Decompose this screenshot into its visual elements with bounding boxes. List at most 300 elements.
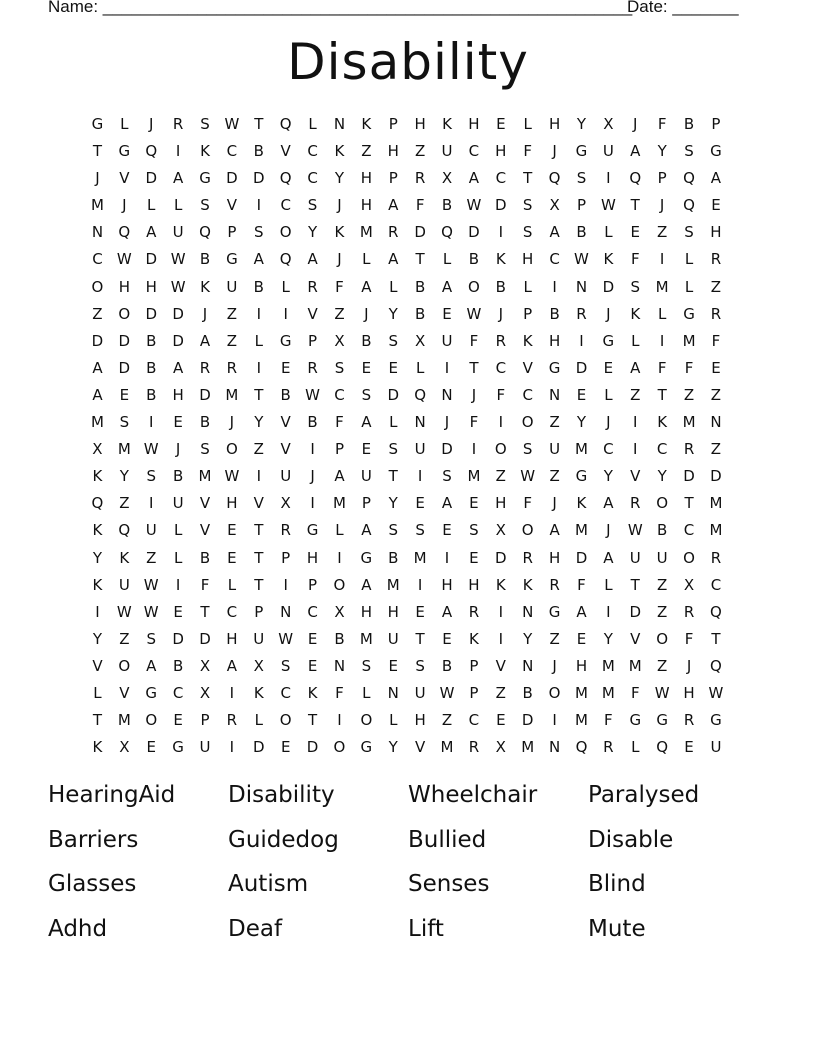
grid-cell[interactable]: R: [307, 358, 318, 377]
grid-cell[interactable]: J: [552, 142, 557, 161]
grid-cell[interactable]: S: [280, 656, 291, 675]
grid-cell[interactable]: R: [388, 223, 399, 242]
grid-cell[interactable]: Z: [361, 142, 372, 161]
grid-cell[interactable]: U: [414, 683, 426, 702]
grid-cell[interactable]: A: [388, 196, 399, 215]
grid-cell[interactable]: W: [143, 575, 159, 594]
grid-cell[interactable]: O: [279, 711, 292, 730]
grid-cell[interactable]: D: [145, 250, 157, 269]
grid-cell[interactable]: F: [657, 115, 667, 133]
grid-cell[interactable]: T: [388, 467, 398, 486]
grid-cell[interactable]: U: [629, 548, 641, 567]
grid-cell[interactable]: J: [686, 656, 692, 675]
grid-cell[interactable]: U: [387, 629, 399, 648]
grid-cell[interactable]: Z: [119, 494, 130, 513]
grid-cell[interactable]: K: [119, 548, 130, 567]
grid-cell[interactable]: H: [360, 169, 372, 188]
grid-cell[interactable]: E: [442, 521, 452, 540]
grid-cell[interactable]: L: [173, 548, 183, 567]
grid-cell[interactable]: C: [307, 169, 318, 188]
grid-cell[interactable]: V: [415, 738, 426, 757]
grid-cell[interactable]: H: [710, 223, 722, 242]
grid-cell[interactable]: J: [659, 196, 665, 215]
grid-cell[interactable]: A: [468, 169, 480, 188]
grid-cell[interactable]: T: [254, 115, 264, 133]
grid-cell[interactable]: I: [229, 683, 235, 702]
grid-cell[interactable]: M: [575, 440, 588, 459]
grid-cell[interactable]: P: [308, 575, 318, 594]
grid-cell[interactable]: E: [630, 223, 640, 242]
grid-cell[interactable]: M: [521, 738, 535, 757]
grid-cell[interactable]: G: [360, 738, 373, 757]
grid-cell[interactable]: V: [119, 683, 130, 702]
grid-cell[interactable]: S: [119, 413, 130, 432]
grid-cell[interactable]: Q: [199, 223, 211, 242]
grid-cell[interactable]: E: [280, 358, 291, 377]
grid-cell[interactable]: I: [498, 223, 504, 242]
grid-cell[interactable]: W: [143, 602, 159, 621]
grid-cell[interactable]: E: [711, 358, 721, 377]
grid-cell[interactable]: D: [172, 629, 184, 648]
grid-cell[interactable]: L: [389, 711, 398, 730]
grid-cell[interactable]: N: [333, 115, 346, 133]
grid-cell[interactable]: J: [606, 304, 611, 323]
grid-cell[interactable]: R: [307, 277, 318, 296]
grid-cell[interactable]: C: [683, 521, 695, 540]
grid-cell[interactable]: I: [283, 304, 288, 323]
grid-cell[interactable]: Z: [549, 413, 560, 432]
grid-cell[interactable]: S: [146, 629, 156, 648]
grid-cell[interactable]: M: [440, 738, 454, 757]
grid-cell[interactable]: K: [576, 494, 587, 513]
grid-cell[interactable]: L: [173, 521, 183, 540]
grid-cell[interactable]: B: [199, 250, 211, 269]
grid-cell[interactable]: W: [305, 385, 320, 404]
grid-cell[interactable]: B: [253, 277, 264, 296]
grid-cell[interactable]: Z: [119, 629, 130, 648]
grid-cell[interactable]: B: [522, 683, 533, 702]
grid-cell[interactable]: V: [307, 304, 318, 323]
grid-cell[interactable]: A: [576, 602, 587, 621]
grid-cell[interactable]: I: [498, 629, 504, 648]
grid-cell[interactable]: M: [90, 196, 104, 215]
grid-cell[interactable]: T: [711, 629, 721, 648]
grid-cell[interactable]: B: [334, 629, 345, 648]
grid-cell[interactable]: K: [92, 521, 103, 540]
grid-cell[interactable]: V: [199, 494, 211, 513]
grid-cell[interactable]: I: [606, 169, 611, 188]
grid-cell[interactable]: V: [253, 494, 264, 513]
grid-cell[interactable]: L: [442, 250, 452, 269]
grid-cell[interactable]: Q: [118, 223, 131, 242]
grid-cell[interactable]: S: [522, 440, 533, 459]
grid-cell[interactable]: N: [333, 656, 346, 675]
grid-cell[interactable]: W: [143, 440, 159, 459]
grid-cell[interactable]: Z: [710, 440, 722, 459]
name-field-label[interactable]: Name: ________________________________________________________: [48, 0, 633, 16]
grid-cell[interactable]: Z: [657, 575, 668, 594]
grid-cell[interactable]: C: [495, 169, 507, 188]
grid-cell[interactable]: W: [116, 250, 132, 269]
grid-cell[interactable]: A: [710, 169, 722, 188]
grid-cell[interactable]: I: [633, 440, 638, 459]
grid-cell[interactable]: M: [117, 440, 131, 459]
grid-cell[interactable]: S: [254, 223, 264, 242]
grid-cell[interactable]: T: [254, 548, 264, 567]
grid-cell[interactable]: V: [280, 413, 291, 432]
grid-cell[interactable]: M: [90, 413, 104, 432]
grid-cell[interactable]: L: [227, 575, 237, 594]
grid-cell[interactable]: D: [145, 304, 157, 323]
grid-cell[interactable]: G: [683, 304, 695, 323]
grid-cell[interactable]: T: [657, 385, 667, 404]
grid-cell[interactable]: X: [549, 196, 560, 215]
grid-cell[interactable]: G: [548, 358, 561, 377]
grid-cell[interactable]: G: [306, 521, 319, 540]
grid-cell[interactable]: F: [200, 575, 210, 594]
grid-cell[interactable]: K: [361, 115, 372, 133]
grid-cell[interactable]: E: [442, 629, 452, 648]
grid-cell[interactable]: I: [149, 413, 154, 432]
grid-cell[interactable]: B: [172, 467, 184, 486]
grid-cell[interactable]: K: [334, 142, 345, 161]
grid-cell[interactable]: J: [95, 169, 100, 188]
grid-cell[interactable]: H: [441, 575, 453, 594]
grid-cell[interactable]: K: [495, 575, 506, 594]
grid-cell[interactable]: R: [522, 548, 533, 567]
grid-cell[interactable]: R: [172, 115, 184, 133]
grid-cell[interactable]: H: [118, 277, 130, 296]
grid-cell[interactable]: C: [710, 575, 722, 594]
grid-cell[interactable]: Y: [388, 304, 398, 323]
grid-cell[interactable]: I: [552, 711, 557, 730]
grid-cell[interactable]: V: [630, 467, 641, 486]
grid-cell[interactable]: G: [91, 115, 104, 133]
grid-cell[interactable]: N: [548, 385, 561, 404]
grid-cell[interactable]: Q: [656, 738, 669, 757]
grid-cell[interactable]: A: [441, 277, 453, 296]
grid-cell[interactable]: D: [575, 358, 588, 377]
grid-cell[interactable]: D: [118, 331, 131, 350]
grid-cell[interactable]: F: [523, 494, 533, 513]
grid-cell[interactable]: F: [335, 683, 344, 702]
grid-cell[interactable]: S: [307, 196, 318, 215]
grid-cell[interactable]: P: [388, 169, 398, 188]
grid-cell[interactable]: W: [170, 277, 186, 296]
grid-cell[interactable]: T: [254, 385, 264, 404]
grid-cell[interactable]: M: [575, 711, 588, 730]
grid-cell[interactable]: I: [283, 575, 288, 594]
grid-cell[interactable]: F: [335, 277, 344, 296]
grid-cell[interactable]: D: [602, 277, 615, 296]
grid-cell[interactable]: F: [684, 358, 694, 377]
grid-cell[interactable]: A: [441, 602, 453, 621]
grid-cell[interactable]: T: [415, 629, 425, 648]
grid-cell[interactable]: E: [361, 358, 372, 377]
grid-cell[interactable]: Q: [710, 656, 722, 675]
grid-cell[interactable]: M: [682, 413, 696, 432]
grid-cell[interactable]: L: [523, 277, 532, 296]
grid-cell[interactable]: C: [307, 602, 318, 621]
grid-cell[interactable]: E: [469, 494, 479, 513]
grid-cell[interactable]: E: [469, 548, 479, 567]
grid-cell[interactable]: B: [441, 196, 453, 215]
grid-cell[interactable]: K: [522, 575, 533, 594]
grid-cell[interactable]: Q: [145, 142, 158, 161]
grid-cell[interactable]: H: [360, 602, 372, 621]
grid-cell[interactable]: J: [337, 250, 342, 269]
grid-cell[interactable]: B: [657, 521, 668, 540]
grid-cell[interactable]: A: [549, 223, 560, 242]
grid-cell[interactable]: Y: [388, 494, 398, 513]
grid-cell[interactable]: E: [603, 358, 614, 377]
grid-cell[interactable]: A: [253, 250, 264, 269]
grid-cell[interactable]: S: [361, 656, 372, 675]
grid-cell[interactable]: F: [469, 331, 479, 350]
grid-cell[interactable]: I: [471, 440, 477, 459]
grid-cell[interactable]: T: [415, 250, 425, 269]
grid-cell[interactable]: I: [229, 738, 235, 757]
grid-cell[interactable]: A: [630, 358, 641, 377]
grid-cell[interactable]: Y: [603, 629, 613, 648]
grid-cell[interactable]: G: [145, 683, 158, 702]
grid-cell[interactable]: K: [495, 250, 506, 269]
grid-cell[interactable]: K: [92, 467, 103, 486]
grid-cell[interactable]: I: [310, 494, 315, 513]
grid-cell[interactable]: S: [522, 196, 533, 215]
grid-cell[interactable]: V: [119, 169, 130, 188]
grid-cell[interactable]: X: [495, 738, 506, 757]
grid-cell[interactable]: L: [389, 277, 398, 296]
grid-cell[interactable]: O: [683, 548, 695, 567]
grid-cell[interactable]: M: [628, 656, 642, 675]
grid-cell[interactable]: Y: [388, 738, 398, 757]
grid-cell[interactable]: U: [145, 521, 157, 540]
grid-cell[interactable]: A: [361, 575, 372, 594]
grid-cell[interactable]: O: [656, 629, 669, 648]
grid-cell[interactable]: Y: [657, 467, 667, 486]
grid-cell[interactable]: P: [469, 683, 479, 702]
grid-cell[interactable]: W: [708, 683, 724, 702]
grid-cell[interactable]: U: [360, 467, 372, 486]
grid-cell[interactable]: R: [710, 250, 722, 269]
grid-cell[interactable]: E: [576, 629, 587, 648]
grid-cell[interactable]: B: [199, 413, 211, 432]
grid-cell[interactable]: D: [575, 548, 588, 567]
grid-cell[interactable]: R: [468, 738, 480, 757]
grid-cell[interactable]: D: [710, 467, 722, 486]
grid-cell[interactable]: E: [442, 304, 452, 323]
grid-cell[interactable]: L: [631, 331, 640, 350]
grid-cell[interactable]: K: [200, 142, 210, 161]
grid-cell[interactable]: O: [225, 440, 238, 459]
grid-cell[interactable]: B: [576, 223, 587, 242]
grid-cell[interactable]: U: [441, 142, 453, 161]
grid-cell[interactable]: K: [334, 223, 345, 242]
grid-cell[interactable]: B: [361, 331, 372, 350]
grid-cell[interactable]: L: [254, 331, 263, 350]
grid-cell[interactable]: Y: [92, 548, 103, 567]
grid-cell[interactable]: F: [496, 385, 506, 404]
grid-cell[interactable]: L: [362, 250, 371, 269]
grid-cell[interactable]: S: [146, 467, 156, 486]
grid-cell[interactable]: K: [468, 629, 479, 648]
grid-cell[interactable]: E: [711, 196, 721, 215]
grid-cell[interactable]: A: [441, 494, 453, 513]
grid-cell[interactable]: D: [495, 548, 507, 567]
grid-cell[interactable]: K: [200, 277, 210, 296]
grid-cell[interactable]: I: [95, 602, 100, 621]
grid-cell[interactable]: L: [684, 277, 694, 296]
grid-cell[interactable]: O: [521, 521, 534, 540]
grid-cell[interactable]: R: [226, 358, 238, 377]
grid-cell[interactable]: D: [172, 304, 184, 323]
grid-cell[interactable]: M: [601, 683, 615, 702]
grid-cell[interactable]: D: [199, 385, 211, 404]
grid-cell[interactable]: T: [523, 169, 533, 188]
grid-cell[interactable]: H: [495, 494, 507, 513]
grid-cell[interactable]: I: [256, 304, 261, 323]
grid-cell[interactable]: P: [388, 115, 398, 133]
grid-cell[interactable]: J: [149, 115, 154, 133]
grid-cell[interactable]: H: [145, 277, 157, 296]
grid-cell[interactable]: Q: [91, 494, 104, 513]
grid-cell[interactable]: L: [335, 521, 344, 540]
grid-cell[interactable]: J: [229, 413, 235, 432]
grid-cell[interactable]: Z: [495, 467, 506, 486]
grid-cell[interactable]: U: [118, 575, 130, 594]
grid-cell[interactable]: J: [364, 304, 369, 323]
grid-cell[interactable]: S: [200, 440, 210, 459]
grid-cell[interactable]: Q: [279, 169, 292, 188]
grid-cell[interactable]: I: [633, 413, 638, 432]
grid-cell[interactable]: B: [414, 304, 426, 323]
grid-cell[interactable]: M: [413, 548, 427, 567]
grid-cell[interactable]: A: [549, 521, 560, 540]
grid-cell[interactable]: A: [92, 385, 103, 404]
grid-cell[interactable]: Q: [683, 169, 695, 188]
grid-cell[interactable]: C: [334, 385, 345, 404]
grid-cell[interactable]: S: [684, 223, 694, 242]
grid-cell[interactable]: C: [468, 711, 480, 730]
grid-cell[interactable]: K: [603, 250, 614, 269]
grid-cell[interactable]: M: [359, 629, 373, 648]
grid-cell[interactable]: R: [576, 304, 587, 323]
grid-cell[interactable]: U: [549, 440, 561, 459]
grid-cell[interactable]: O: [118, 656, 131, 675]
grid-cell[interactable]: J: [606, 521, 611, 540]
grid-cell[interactable]: D: [118, 358, 131, 377]
grid-cell[interactable]: V: [226, 196, 238, 215]
grid-cell[interactable]: A: [630, 142, 641, 161]
grid-cell[interactable]: L: [604, 223, 613, 242]
grid-cell[interactable]: C: [656, 440, 668, 459]
grid-cell[interactable]: C: [226, 142, 238, 161]
grid-cell[interactable]: E: [173, 413, 183, 432]
grid-cell[interactable]: I: [659, 250, 665, 269]
grid-cell[interactable]: Y: [576, 413, 587, 432]
grid-cell[interactable]: P: [254, 602, 264, 621]
grid-cell[interactable]: P: [334, 440, 344, 459]
grid-cell[interactable]: B: [549, 304, 560, 323]
grid-cell[interactable]: R: [603, 738, 614, 757]
grid-cell[interactable]: E: [227, 521, 237, 540]
grid-cell[interactable]: A: [172, 169, 184, 188]
grid-cell[interactable]: E: [388, 656, 398, 675]
grid-cell[interactable]: L: [308, 115, 317, 133]
grid-cell[interactable]: V: [280, 440, 291, 459]
grid-cell[interactable]: G: [629, 711, 642, 730]
grid-cell[interactable]: P: [200, 711, 210, 730]
grid-cell[interactable]: K: [253, 683, 264, 702]
grid-cell[interactable]: B: [146, 358, 157, 377]
grid-cell[interactable]: G: [710, 711, 722, 730]
grid-cell[interactable]: H: [683, 683, 695, 702]
grid-cell[interactable]: S: [415, 521, 425, 540]
grid-cell[interactable]: X: [414, 331, 426, 350]
grid-cell[interactable]: S: [469, 521, 479, 540]
grid-cell[interactable]: S: [200, 115, 210, 133]
grid-cell[interactable]: L: [604, 575, 613, 594]
grid-cell[interactable]: D: [172, 331, 184, 350]
grid-cell[interactable]: H: [172, 385, 184, 404]
grid-cell[interactable]: J: [552, 494, 557, 513]
grid-cell[interactable]: C: [522, 385, 533, 404]
grid-cell[interactable]: T: [469, 358, 479, 377]
grid-cell[interactable]: M: [467, 467, 481, 486]
grid-cell[interactable]: M: [709, 521, 723, 540]
grid-cell[interactable]: Z: [253, 440, 264, 459]
grid-cell[interactable]: K: [522, 331, 533, 350]
grid-cell[interactable]: W: [520, 467, 536, 486]
grid-cell[interactable]: W: [654, 683, 670, 702]
grid-cell[interactable]: E: [119, 385, 130, 404]
grid-cell[interactable]: I: [498, 413, 504, 432]
grid-cell[interactable]: Y: [603, 467, 613, 486]
grid-cell[interactable]: B: [388, 548, 399, 567]
grid-cell[interactable]: E: [415, 602, 425, 621]
grid-cell[interactable]: J: [175, 440, 181, 459]
grid-cell[interactable]: A: [361, 521, 372, 540]
grid-cell[interactable]: I: [337, 711, 342, 730]
grid-cell[interactable]: T: [307, 711, 318, 730]
grid-cell[interactable]: H: [495, 142, 507, 161]
grid-cell[interactable]: O: [548, 683, 561, 702]
grid-cell[interactable]: Z: [226, 304, 238, 323]
grid-cell[interactable]: L: [93, 683, 102, 702]
grid-cell[interactable]: S: [442, 467, 452, 486]
grid-cell[interactable]: N: [387, 683, 399, 702]
grid-cell[interactable]: W: [224, 115, 240, 133]
grid-cell[interactable]: W: [466, 196, 482, 215]
grid-cell[interactable]: F: [684, 629, 694, 648]
grid-cell[interactable]: U: [280, 467, 292, 486]
grid-cell[interactable]: M: [575, 521, 588, 540]
grid-cell[interactable]: U: [441, 331, 453, 350]
grid-cell[interactable]: K: [92, 575, 103, 594]
grid-cell[interactable]: R: [683, 602, 695, 621]
grid-cell[interactable]: D: [253, 169, 265, 188]
grid-cell[interactable]: J: [310, 467, 315, 486]
grid-cell[interactable]: A: [146, 223, 157, 242]
grid-cell[interactable]: E: [388, 358, 398, 377]
grid-cell[interactable]: R: [683, 711, 695, 730]
grid-cell[interactable]: Q: [414, 385, 427, 404]
grid-cell[interactable]: O: [91, 277, 104, 296]
grid-cell[interactable]: N: [710, 413, 722, 432]
grid-cell[interactable]: G: [226, 250, 238, 269]
grid-cell[interactable]: I: [659, 331, 665, 350]
